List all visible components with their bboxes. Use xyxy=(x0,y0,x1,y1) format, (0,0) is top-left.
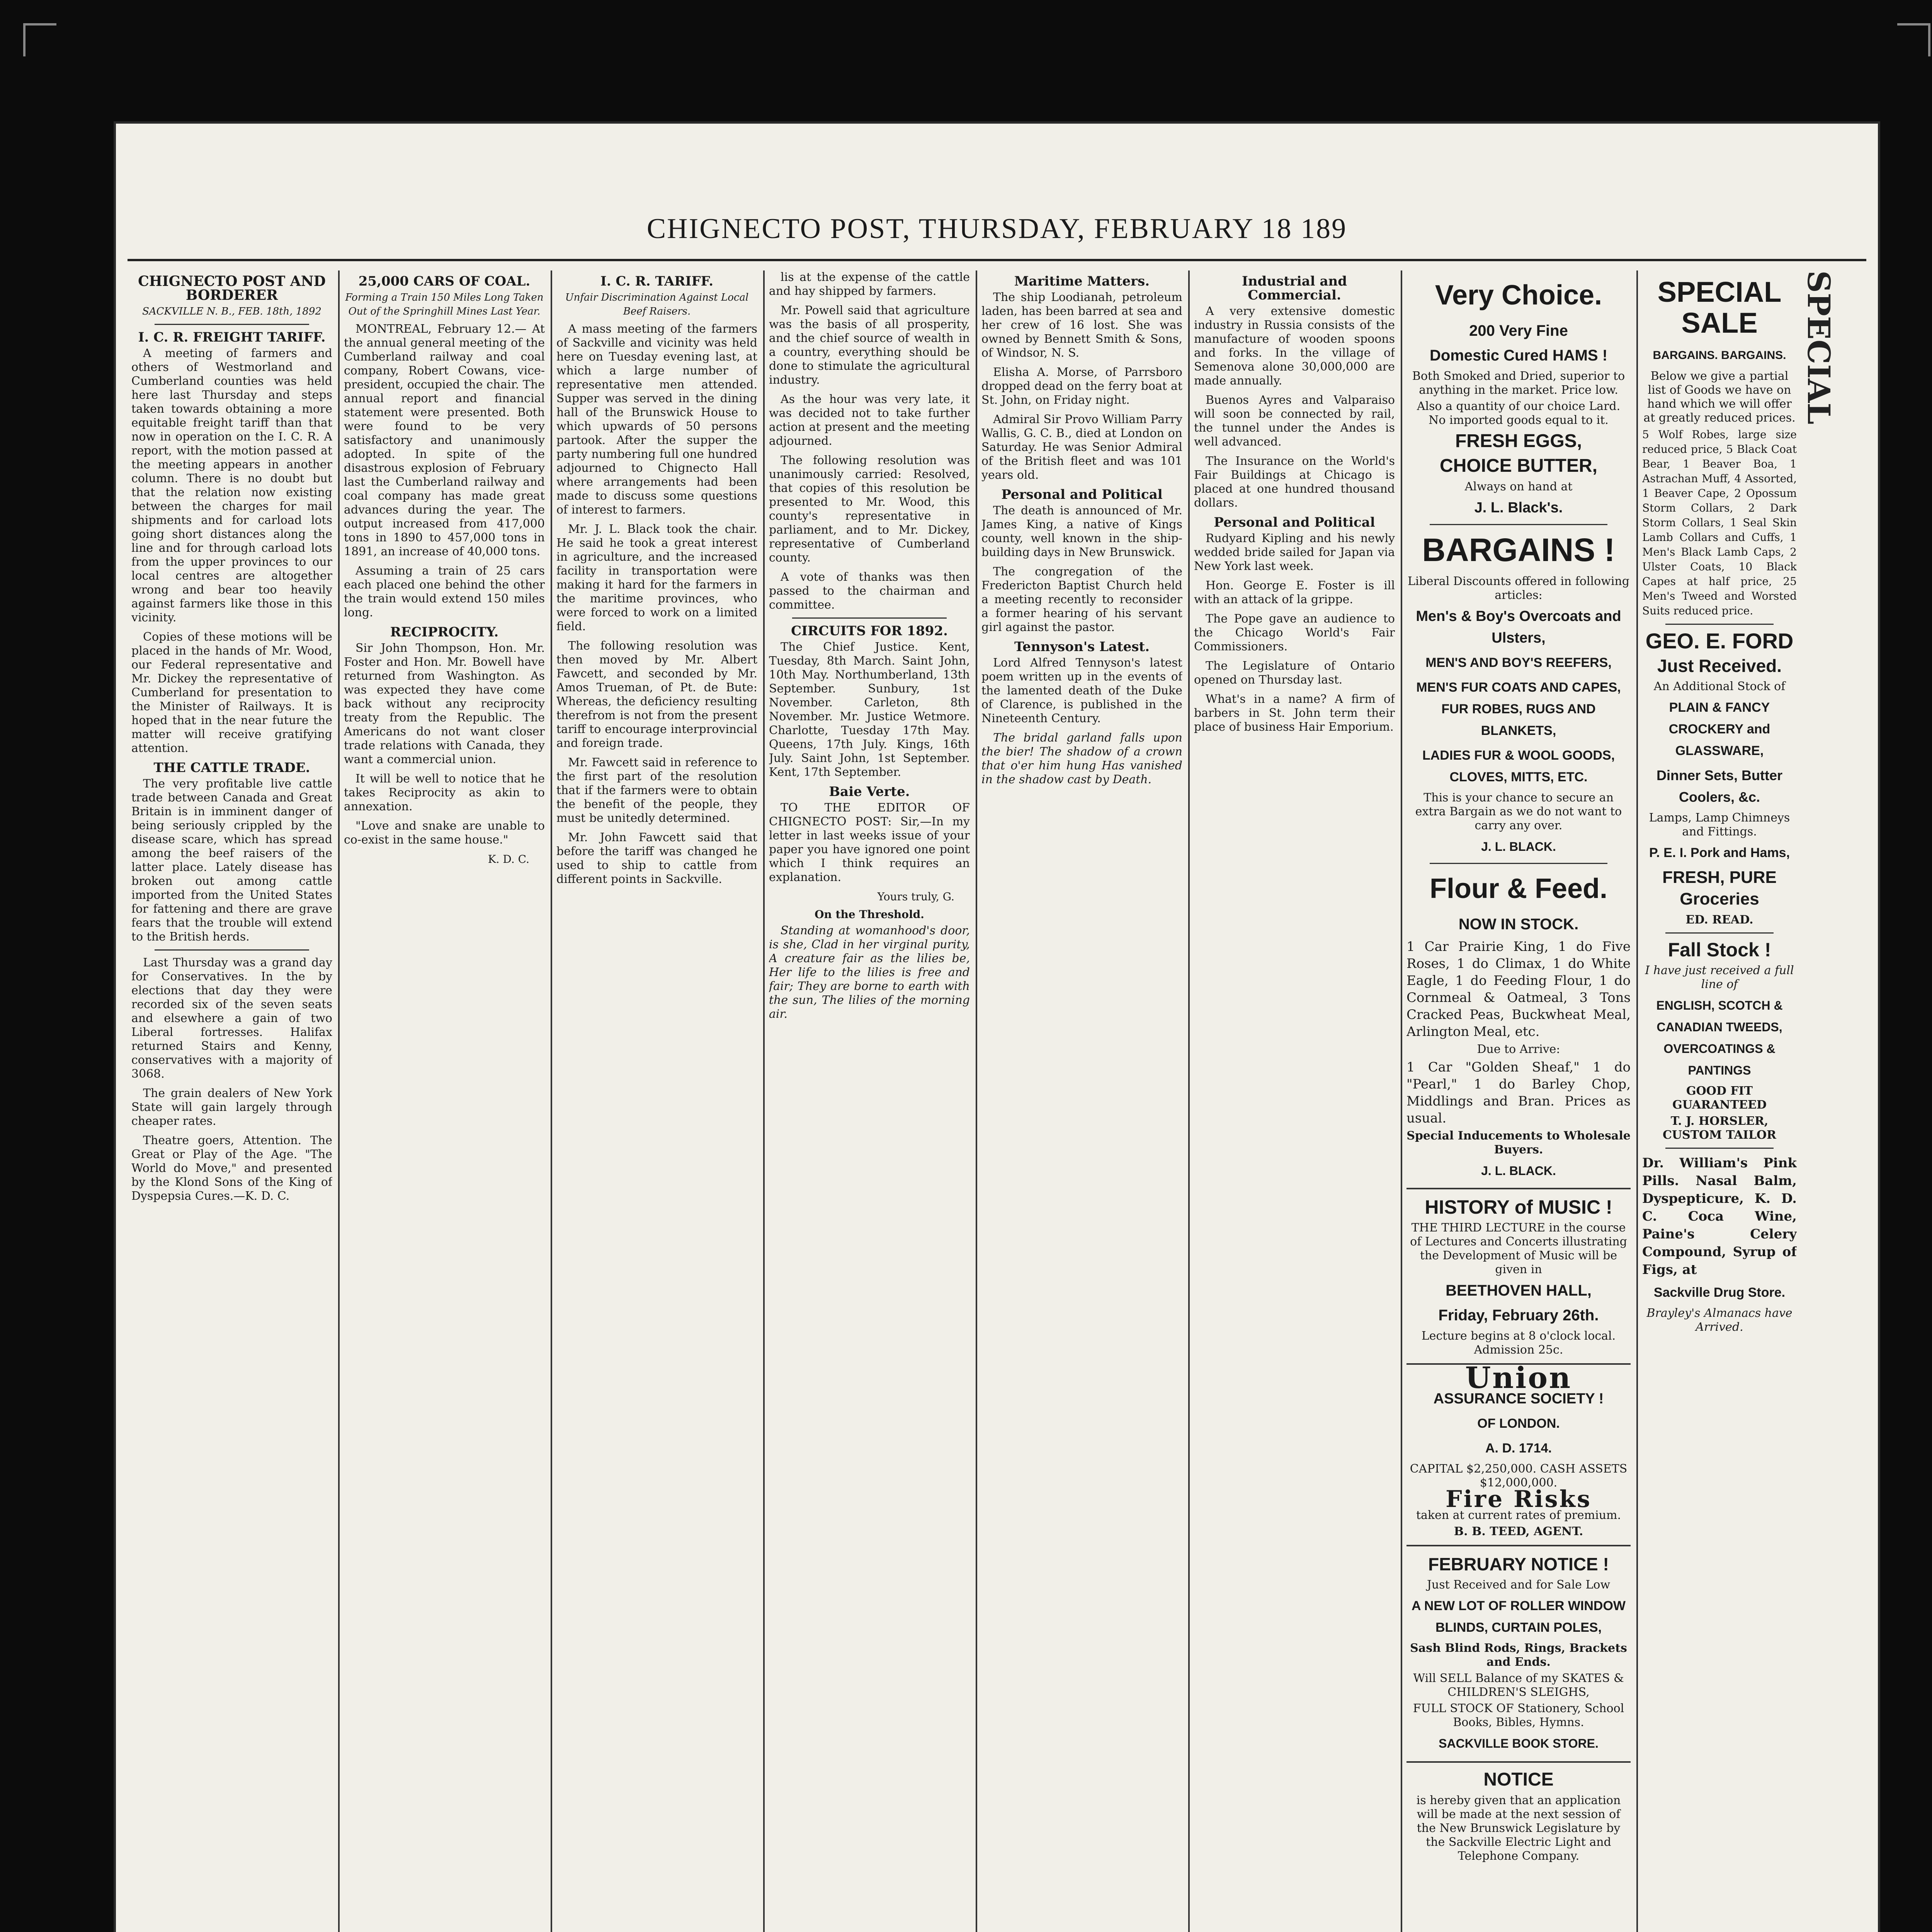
column-rule xyxy=(976,270,977,1932)
article-text: lis at the expense of the cattle and hay shipped by farmers. xyxy=(769,270,970,298)
article-text: A meeting of farmers and others of Westmorland and Cumberland counties was held here last Thursday and steps taken towards obtaining a more equitable freight tariff than that now in operation on the I. C. R. A report, with the motion passed at the meeting appears in another column. There is no doubt but that the relation now existing between the charges for mail shipments and for carload lots going short distances along the line and for through carload lots from the upper provinces to our local centres are altogether wrong and bear too heavily against farmers like those in this vicinity. xyxy=(131,347,332,624)
newspaper-page xyxy=(116,124,1878,1932)
ad-february-notice: FEBRUARY NOTICE ! Just Received and for Sale Low A NEW LOT OF ROLLER WINDOW BLINDS, CURTAIN POLES, Sash Blind Rods, Rings, Brackets and Ends. Will SELL Balance of my SKATES & CHILDREN'S SLEIGHS, FULL STOCK OF Stationery, School Books, Bibles, Hymns. SACKVILLE BOOK STORE. xyxy=(1406,1545,1631,1763)
article-text: Assuming a train of 25 cars each placed one behind the other the train would extend 150 miles long. xyxy=(344,564,545,619)
article-text: A vote of thanks was then passed to the chairman and committee. xyxy=(769,570,970,612)
ad-choice-hams: Very Choice. 200 Very Fine Domestic Cured HAMS ! Both Smoked and Dried, superior to anything in the market. Price low. Also a quantity of our choice Lard. No imported goods equal to it. FRESH EGGS, CHOICE BUTTER, Always on hand at J. L. Black's. xyxy=(1412,280,1625,516)
article-text: The very profitable live cattle trade between Canada and Great Britain is in imminent danger of being seriously crippled by the disease scare, which has spread among the beef raisers of the latter place. Lately disease has broken out among cattle imported from the United States for fattening and there are grave fears that the trouble will extend to the British herds. xyxy=(131,777,332,944)
ad-union-assurance: Union ASSURANCE SOCIETY ! OF LONDON. A. D. 1714. CAPITAL $2,250,000. CASH ASSETS $12,000,000. Fire Risks taken at current rates of premium. B. B. TEED, AGENT. xyxy=(1410,1361,1628,1538)
headline-reciprocity: RECIPROCITY. xyxy=(390,624,499,640)
adjacent-page-edge: SPECIAL xyxy=(1801,270,1837,425)
poem-text: The bridal garland falls upon the bier! The shadow of a crown that o'er him hung Has vanished in the shadow cast by Death. xyxy=(981,731,1182,786)
ad-column-2 xyxy=(1642,270,1797,1932)
subheadline: Unfair Discrimination Against Local Beef Raisers. xyxy=(565,292,749,317)
article-text: A mass meeting of the farmers of Sackville and vicinity was held here on Tuesday evening last, at which a large number of representative men attended. Supper was served in the dining hall of the Brunswick House to which upwards of 50 persons partook. After the supper the party numbering full one hundred adjourned to Chignecto Hall where arrangements had been made to discuss some questions of interest to farmers. xyxy=(556,322,757,517)
headline-threshold: On the Threshold. xyxy=(815,908,924,921)
subheadline: Forming a Train 150 Miles Long Taken Out of the Springhill Mines Last Year. xyxy=(345,292,544,317)
headline-freight-tariff: I. C. R. FREIGHT TARIFF. xyxy=(138,330,326,345)
signature: K. D. C. xyxy=(488,853,529,866)
divider xyxy=(155,949,309,951)
headline-cattle-trade: THE CATTLE TRADE. xyxy=(153,760,310,776)
article-text: The following resolution was then moved by Mr. Albert Fawcett, and seconded by Mr. Amos Trueman, of Pt. de Bute: Whereas, the deficiency resulting therefrom is not from the present tariff to encourage interprovincial and foreign trade. xyxy=(556,639,757,750)
ad-drug-store: Dr. William's Pink Pills. Nasal Balm, Dyspepticure, K. D. C. Coca Wine, Paine's Celery Compound, Syrup of Figs, at Sackville Drug Store. Brayley's Almanacs have Arrived. xyxy=(1642,1155,1797,1334)
masthead: CHIGNECTO POST, THURSDAY, FEBRUARY 18 189 xyxy=(646,213,1347,245)
divider xyxy=(155,324,309,325)
article-text: The Legislature of Ontario opened on Thursday last. xyxy=(1194,659,1395,687)
article-text: Mr. J. L. Black took the chair. He said he took a great interest in agriculture, and the increased facility in transportation were making it hard for the farmers in the maritime provinces, who were forced to work on a limited field. xyxy=(556,522,757,633)
article-text: Rudyard Kipling and his newly wedded bride sailed for Japan via New York last week. xyxy=(1194,532,1395,573)
article-text: It will be well to notice that he takes Reciprocity as akin to annexation. xyxy=(344,772,545,813)
article-text: Hon. George E. Foster is ill with an attack of la grippe. xyxy=(1194,579,1395,606)
article-text: Mr. Fawcett said in reference to the first part of the resolution that if the farmers were to obtain the benefit of the people, they must be unitedly determined. xyxy=(556,756,757,825)
article-text: The Pope gave an audience to the Chicago World's Fair Commissioners. xyxy=(1194,612,1395,653)
article-text: Theatre goers, Attention. The Great or Play of the Age. "The World do Move," and presented by the Klond Sons of the King of Dyspepsia Cures.—K. D. C. xyxy=(131,1134,332,1203)
article-text: Lord Alfred Tennyson's latest poem written up in the events of the lamented death of the Duke of Clarence, is published in the Nineteenth Century. xyxy=(981,656,1182,725)
column-6 xyxy=(1194,270,1395,1932)
article-text: Buenos Ayres and Valparaiso will soon be connected by rail, the tunnel under the Andes is well advanced. xyxy=(1194,393,1395,449)
article-text: The ship Loodianah, petroleum laden, has been barred at sea and her crew of 16 lost. She was owned by Bennett Smith & Sons, of Windsor, N. S. xyxy=(981,291,1182,360)
article-text: A very extensive domestic industry in Russia consists of the manufacture of wooden spoons and forks. In the village of Semenova alone 30,000,000 are made annually. xyxy=(1194,304,1395,388)
ad-history-of-music: HISTORY of MUSIC ! THE THIRD LECTURE in the course of Lectures and Concerts illustrating the Development of Music will be given in BEETHOVEN HALL, Friday, February 26th. Lecture begins at 8 o'clock local. Admission 25c. xyxy=(1406,1188,1631,1365)
column-rule xyxy=(1188,270,1190,1932)
headline-baie-verte: Baie Verte. xyxy=(829,784,910,799)
divider xyxy=(1430,524,1607,525)
top-rule xyxy=(128,259,1866,261)
article-text: As the hour was very late, it was decided not to take further action at present and the meeting adjourned. xyxy=(769,393,970,448)
article-text: Elisha A. Morse, of Parrsboro dropped dead on the ferry boat at St. John, on Friday night. xyxy=(981,366,1182,407)
ad-column-1 xyxy=(1406,270,1631,1932)
headline-industrial: Industrial and Commercial. xyxy=(1242,274,1347,303)
column-3 xyxy=(556,270,757,1932)
article-text: What's in a name? A firm of barbers in St. John term their place of business Hair Emporium. xyxy=(1194,692,1395,734)
divider xyxy=(792,617,947,619)
headline-personal-political: Personal and Political xyxy=(1214,515,1375,530)
article-text: The following resolution was unanimously carried: Resolved, that copies of this resolution be presented to Mr. Wood, this county's representative in parliament, and to Mr. Dickey, representative of Cumberland county. xyxy=(769,454,970,565)
article-text: The grain dealers of New York State will gain largely through cheaper rates. xyxy=(131,1087,332,1128)
headline-icr-tariff: I. C. R. TARIFF. xyxy=(600,274,714,289)
article-text: The congregation of the Fredericton Baptist Church held a meeting recently to reconsider a former hearing of his servant girl against the pastor. xyxy=(981,565,1182,634)
ad-special-sale: SPECIAL SALE BARGAINS. BARGAINS. Below we give a partial list of Goods we have on hand which we will offer at greatly reduced prices. 5 Wolf Robes, large size reduced price, 5 Black Coat Bear, 1 Beaver Boa, 1 Astrachan Muff, 4 Assorted, 1 Beaver Cape, 2 Opossum Storm Collars, 2 Dark Storm Collars, 1 Seal Skin Lamb Collars and Cuffs, 1 Men's Black Lamb Caps, 2 Ulster Coats, 10 Black Capes at half price, 25 Men's Tweed and Worsted Suits reduced price. xyxy=(1642,276,1797,617)
corner-mark xyxy=(23,23,56,56)
column-1 xyxy=(131,270,332,1932)
headline-circuits: CIRCUITS FOR 1892. xyxy=(791,623,948,639)
divider xyxy=(1665,932,1774,934)
signature: Yours truly, G. xyxy=(877,890,954,903)
ad-bargains: BARGAINS ! Liberal Discounts offered in following articles: Men's & Boy's Overcoats and Ulsters, MEN'S AND BOY'S REEFERS, MEN'S FUR COATS AND CAPES, FUR ROBES, RUGS AND BLANKETS, LADIES FUR & WOOL GOODS, CLOVES, MITTS, ETC. This is your chance to secure an extra Bargain as we do not want to carry any over. J. L. BLACK. xyxy=(1408,532,1629,854)
column-rule xyxy=(338,270,340,1932)
ad-notice: NOTICE is hereby given that an application will be made at the next session of the New Brunswick Legislature by the Sackville Electric Light and Telephone Company. xyxy=(1416,1769,1621,1863)
circuits-list: The Chief Justice. Kent, Tuesday, 8th March. Saint John, 10th May. Northumberland, 13th September. Sunbury, 1st November. Carleton, 8th November. Mr. Justice Wetmore. Charlotte, Tuesday 17th May. Queens, 17th July. Kings, 16th July. Saint John, 1st September. Kent, 17th September. xyxy=(769,640,970,779)
headline-maritime: Maritime Matters. xyxy=(1014,274,1150,289)
column-5 xyxy=(981,270,1182,1932)
article-text: Sir John Thompson, Hon. Mr. Foster and Hon. Mr. Bowell have returned from Washington. As was expected they have come back without any reciprocity treaty from the Republic. The Americans do not want closer trade relations with Canada, they want a commercial union. xyxy=(344,641,545,766)
article-text: The Insurance on the World's Fair Buildings at Chicago is placed at one hundred thousand dollars. xyxy=(1194,454,1395,510)
article-text: Admiral Sir Provo William Parry Wallis, G. C. B., died at London on Saturday. He was Senior Admiral of the British fleet and was 101 years old. xyxy=(981,413,1182,482)
headline-coal: 25,000 CARS OF COAL. xyxy=(358,274,531,289)
ad-fall-stock: Fall Stock ! I have just received a full line of ENGLISH, SCOTCH & CANADIAN TWEEDS, OVERCOATINGS & PANTINGS GOOD FIT GUARANTEED T. J. HORSLER, CUSTOM TAILOR xyxy=(1645,939,1794,1142)
column-2 xyxy=(344,270,545,1932)
column-rule xyxy=(1401,270,1402,1932)
ad-flour-feed: Flour & Feed. NOW IN STOCK. 1 Car Prairie King, 1 do Five Roses, 1 do Climax, 1 do White Eagle, 1 do Feeding Flour, 1 do Cornmeal & Oatmeal, 3 Tons Cracked Peas, Buckwheat Meal, Arlington Meal, etc. Due to Arrive: 1 Car "Golden Sheaf," 1 do "Pearl," 1 do Barley Chop, Middlings and Bran. Prices as usual. Special Inducements to Wholesale Buyers. J. L. BLACK. xyxy=(1406,873,1631,1178)
column-4 xyxy=(769,270,970,1932)
column-rule xyxy=(763,270,765,1932)
divider xyxy=(1665,624,1774,625)
column-rule xyxy=(551,270,552,1932)
ad-geo-ford: GEO. E. FORD Just Received. An Additional Stock of PLAIN & FANCY CROCKERY and GLASSWARE, Dinner Sets, Butter Coolers, &c. Lamps, Lamp Chimneys and Fittings. P. E. I. Pork and Hams, FRESH, PURE Groceries ED. READ. xyxy=(1645,629,1794,927)
column-rule xyxy=(1636,270,1638,1932)
article-text: MONTREAL, February 12.— At the annual general meeting of the Cumberland railway and coal company, Robert Cowans, vice-president, occupied the chair. The annual report and financial statement were presented. Both were found to be very satisfactory and unanimously adopted. In spite of the disastrous explosion of February last the Cumberland railway and coal company has made great advances during the year. The output increased from 417,000 tons in 1890 to 457,000 tons in 1891, an increase of 40,000 tons. xyxy=(344,322,545,558)
divider xyxy=(1430,863,1607,864)
corner-mark xyxy=(1897,23,1930,56)
article-text: TO THE EDITOR OF CHIGNECTO POST: Sir,—In my letter in last weeks issue of your paper you have ignored one point which I think requires an explanation. xyxy=(769,801,970,884)
article-text: The death is announced of Mr. James King, a native of Kings county, well known in the ship-building days in New Brunswick. xyxy=(981,504,1182,559)
article-text: Mr. Powell said that agriculture was the basis of all prosperity, and the chief source of wealth in a country, everything should be done to stimulate the agricultural industry. xyxy=(769,304,970,387)
paper-name: CHIGNECTO POST AND BORDERER xyxy=(138,273,326,303)
article-text: Copies of these motions will be placed in the hands of Mr. Wood, our Federal representative and Mr. Dickey the representative of Cumberland for presentation to the Minister of Railways. It is hoped that in the near future the matter will receive gratifying attention. xyxy=(131,630,332,755)
article-text: "Love and snake are unable to co-exist in the same house." xyxy=(344,819,545,847)
article-text: Mr. John Fawcett said that before the tariff was changed he used to ship to cattle from different points in Sackville. xyxy=(556,831,757,886)
article-text: Last Thursday was a grand day for Conservatives. In the by elections that day they were recorded six of the seven seats and elsewhere a gain of two Liberal fortresses. Halifax returned Stairs and Kenny, conservatives with a majority of 3068. xyxy=(131,956,332,1081)
poem-text: Standing at womanhood's door, is she, Clad in her virginal purity, A creature fair as the lilies be, Her life to the lilies is free and fair; They are borne to earth with the sun, The lilies of the morning air. xyxy=(769,924,970,1021)
headline-tennyson: Tennyson's Latest. xyxy=(1014,639,1150,655)
divider xyxy=(1665,1148,1774,1149)
dateline: SACKVILLE N. B., FEB. 18th, 1892 xyxy=(142,306,321,317)
headline-personal: Personal and Political xyxy=(1001,487,1163,502)
